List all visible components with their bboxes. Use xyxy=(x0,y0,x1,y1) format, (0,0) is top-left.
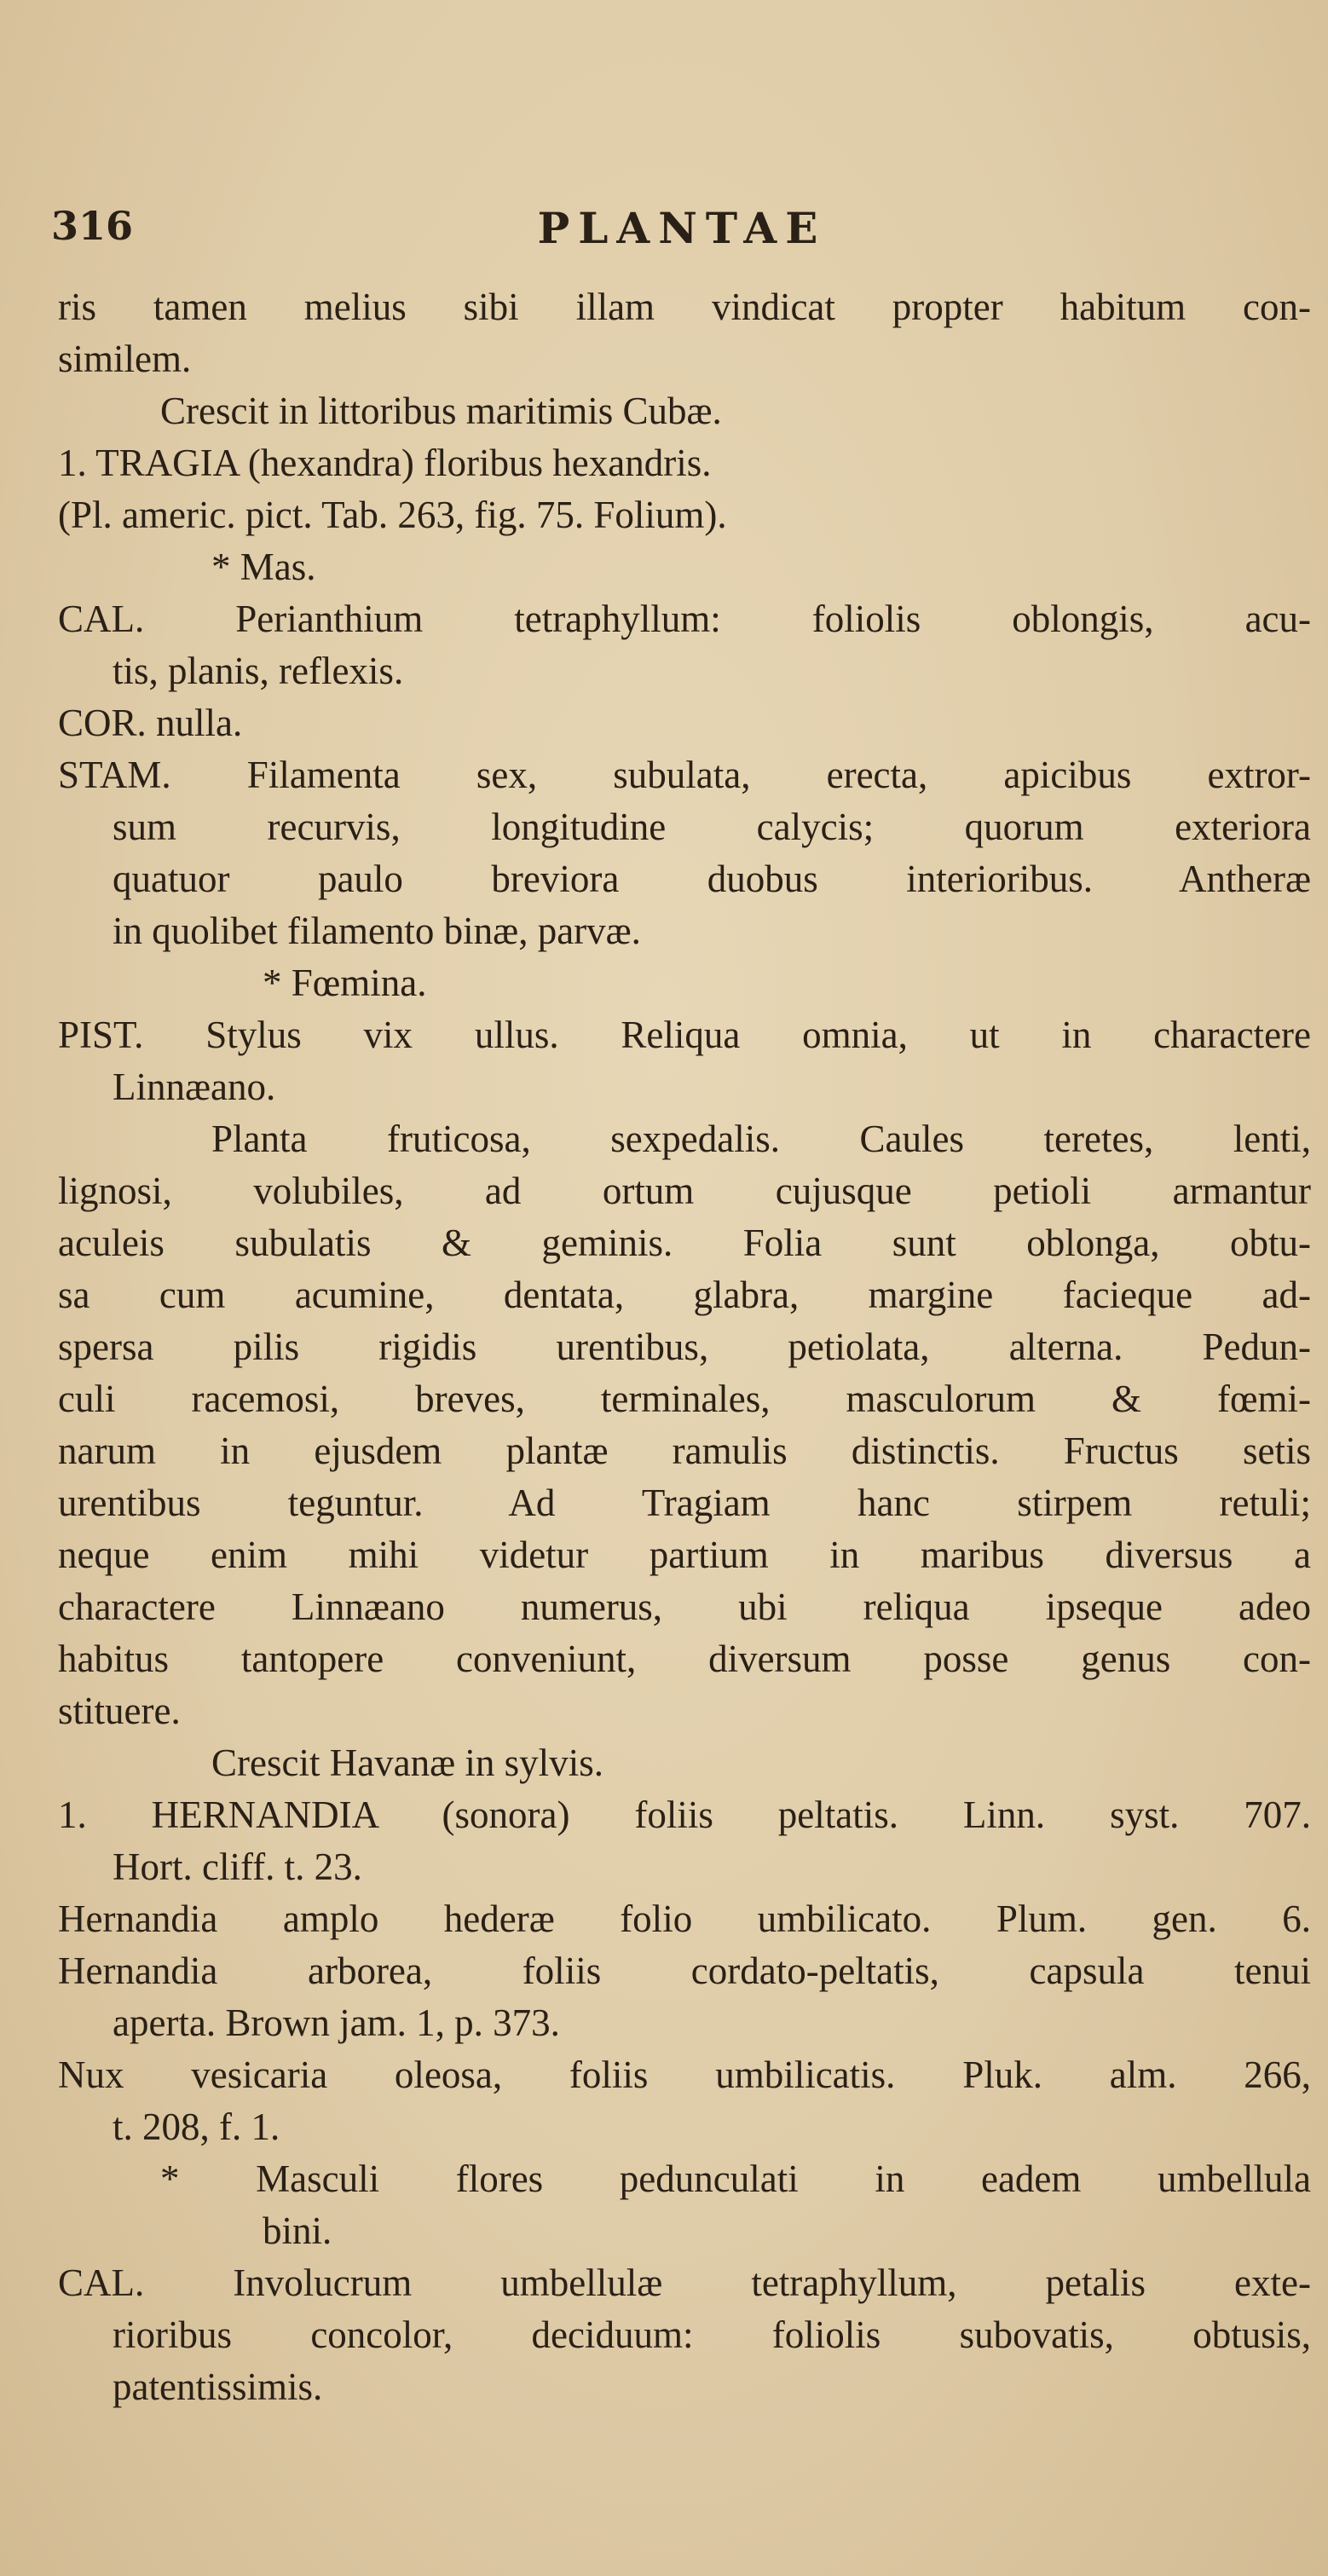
text-line: PIST. Stylus vix ullus. Reliqua omnia, ut in charactere xyxy=(58,1014,1311,1056)
text-line: urentibus teguntur. Ad Tragiam hanc stirpem retuli; xyxy=(58,1481,1311,1524)
text-line: aperta. Brown jam. 1, p. 373. xyxy=(113,2001,560,2044)
text-line: charactere Linnæano numerus, ubi reliqua ipseque adeo xyxy=(58,1585,1311,1628)
body-text xyxy=(58,281,1311,2413)
text-line: CAL. Involucrum umbellulæ tetraphyllum, petalis exte- xyxy=(58,2261,1311,2304)
text-line: Hernandia amplo hederæ folio umbilicato. Plum. gen. 6. xyxy=(58,1897,1311,1940)
text-line: STAM. Filamenta sex, subulata, erecta, apicibus extror- xyxy=(58,754,1311,796)
text-line: habitus tantopere conveniunt, diversum posse genus con- xyxy=(58,1637,1311,1680)
text-line: * Fœmina. xyxy=(263,962,427,1004)
text-line: Crescit Havanæ in sylvis. xyxy=(211,1741,603,1784)
text-line: (Pl. americ. pict. Tab. 263, fig. 75. Folium). xyxy=(58,494,727,536)
text-line: ris tamen melius sibi illam vindicat propter habitum con- xyxy=(58,286,1311,328)
text-line: Crescit in littoribus maritimis Cubæ. xyxy=(160,390,722,432)
text-line: narum in ejusdem plantæ ramulis distinctis. Fructus setis xyxy=(58,1430,1311,1472)
text-line: bini. xyxy=(263,2209,332,2252)
text-line: rioribus concolor, deciduum: foliolis subovatis, obtusis, xyxy=(113,2313,1311,2356)
text-line: Nux vesicaria oleosa, foliis umbilicatis. Pluk. alm. 266, xyxy=(58,2053,1311,2096)
text-line: 1. HERNANDIA (sonora) foliis peltatis. Linn. syst. 707. xyxy=(58,1793,1311,1836)
text-line: lignosi, volubiles, ad ortum cujusque petioli armantur xyxy=(58,1170,1311,1212)
running-head: PLANTAE xyxy=(537,203,827,253)
text-line: 1. TRAGIA (hexandra) floribus hexandris. xyxy=(58,442,712,484)
text-line: Hernandia arborea, foliis cordato-peltatis, capsula tenui xyxy=(58,1949,1311,1992)
text-line: spersa pilis rigidis urentibus, petiolata, alterna. Pedun- xyxy=(58,1326,1311,1368)
text-line: COR. nulla. xyxy=(58,702,243,744)
text-line: quatuor paulo breviora duobus interioribus. Antheræ xyxy=(113,858,1311,900)
page-number: 316 xyxy=(51,203,134,249)
text-line: Planta fruticosa, sexpedalis. Caules teretes, lenti, xyxy=(211,1118,1311,1160)
text-line: CAL. Perianthium tetraphyllum: foliolis oblongis, acu- xyxy=(58,598,1311,640)
text-line: in quolibet filamento binæ, parvæ. xyxy=(113,910,641,952)
text-line: neque enim mihi videtur partium in maribus diversus a xyxy=(58,1533,1311,1576)
text-line: t. 208, f. 1. xyxy=(113,2105,280,2148)
text-line: tis, planis, reflexis. xyxy=(113,650,404,692)
text-line: aculeis subulatis & geminis. Folia sunt oblonga, obtu- xyxy=(58,1222,1311,1264)
text-line: sum recurvis, longitudine calycis; quorum exteriora xyxy=(113,806,1311,848)
text-line: * Masculi flores pedunculati in eadem umbellula xyxy=(160,2157,1311,2200)
text-line: patentissimis. xyxy=(113,2365,323,2408)
text-line: stituere. xyxy=(58,1689,181,1732)
text-line: Linnæano. xyxy=(113,1066,276,1108)
text-line: Hort. cliff. t. 23. xyxy=(113,1845,362,1888)
text-line: * Mas. xyxy=(211,546,316,588)
text-line: culi racemosi, breves, terminales, masculorum & fœmi- xyxy=(58,1378,1311,1420)
page-header xyxy=(51,203,1279,263)
text-line: sa cum acumine, dentata, glabra, margine facieque ad- xyxy=(58,1274,1311,1316)
text-line: similem. xyxy=(58,338,192,380)
